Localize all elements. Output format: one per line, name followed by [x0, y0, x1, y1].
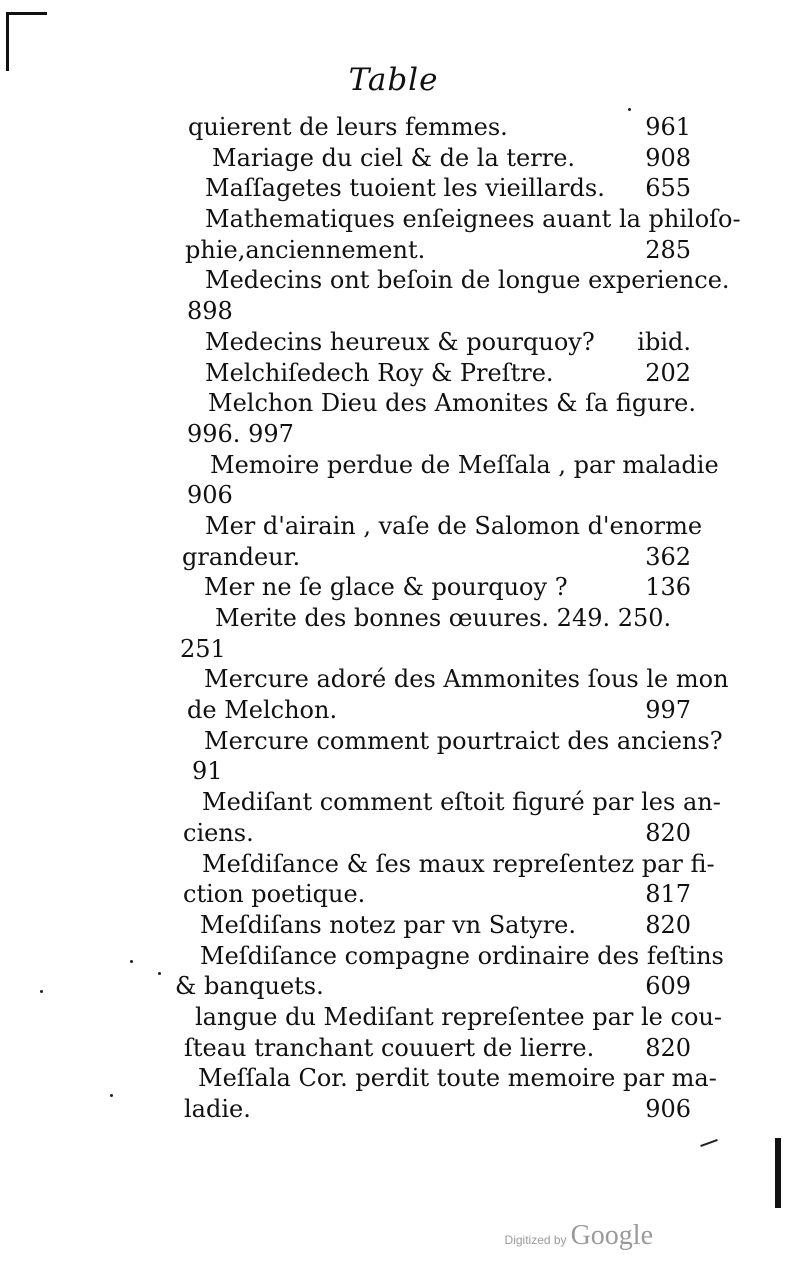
index-line: [0, 1002, 787, 1033]
index-line: [0, 358, 787, 389]
index-line: [0, 971, 787, 1002]
scan-edge-mark: [775, 1138, 781, 1208]
index-line: [0, 511, 787, 542]
page-reference: 362: [645, 542, 691, 571]
digitized-by-watermark: [505, 1220, 653, 1252]
index-line: [0, 879, 787, 910]
scan-speck: [628, 108, 631, 111]
entry-text: 251: [180, 634, 226, 663]
index-line: [0, 818, 787, 849]
index-line: [0, 849, 787, 880]
index-line: [0, 664, 787, 695]
page-reference: 961: [645, 113, 691, 141]
index-line: [0, 388, 787, 419]
index-line: [0, 603, 787, 634]
index-line: [0, 480, 787, 511]
index-line: [0, 296, 787, 327]
index-line: [0, 450, 787, 481]
entry-text: Medecins ont beſoin de longue experience.: [205, 266, 730, 295]
page-reference: 817: [645, 880, 691, 909]
page-reference: 997: [645, 696, 691, 725]
entry-text: Meſdiſance & ſes maux repreſentez par fi-: [202, 849, 715, 878]
entry-text: Meſdiſance compagne ordinaire des feſtins: [200, 941, 724, 970]
entry-text: Meſſala Cor. perdit toute memoire par ma-: [198, 1064, 717, 1093]
entry-text: ction poetique.: [183, 880, 366, 909]
page-reference: 285: [645, 235, 691, 264]
entry-text: Mercure adoré des Ammonites ſous le mon: [204, 665, 729, 694]
index-line: [0, 787, 787, 818]
index-line: [0, 941, 787, 972]
entry-text: Mer ne ſe glace & pourquoy ?: [204, 573, 568, 602]
entry-text: Maſſagetes tuoient les vieillards.: [205, 174, 605, 203]
entry-text: Medecins heureux & pourquoy?: [205, 327, 595, 356]
index-line: [0, 542, 787, 573]
page-reference: ibid.: [637, 327, 691, 356]
page-reference: 906: [645, 1095, 691, 1123]
entry-text: Memoire perdue de Meſſala , par maladie: [210, 450, 719, 479]
index-line: [0, 265, 787, 296]
entry-text: Mariage du ciel & de la terre.: [212, 143, 576, 172]
entry-text: langue du Mediſant repreſentee par le cou-: [195, 1002, 722, 1031]
page-reference: 202: [645, 358, 691, 387]
digitized-label: Digitized by: [504, 1233, 567, 1247]
index-line: [0, 695, 787, 726]
index-line: [0, 112, 787, 143]
index-line: [0, 143, 787, 174]
entry-text: Mathematiques enſeignees auant la philoſo-: [205, 205, 741, 234]
entry-text: Melchon Dieu des Amonites & ſa figure.: [208, 389, 697, 418]
entry-text: Mercure comment pourtraict des anciens?: [204, 726, 723, 755]
entry-text: Mer d'airain , vaſe de Salomon d'enorme: [205, 511, 703, 540]
entry-text: Merite des bonnes œuures. 249. 250.: [215, 604, 672, 632]
scan-stroke: [700, 1139, 718, 1147]
google-wordmark: Google: [570, 1220, 653, 1251]
entry-text: & banquets.: [175, 972, 324, 1001]
index-line: [0, 235, 787, 266]
entry-text: ladie.: [184, 1095, 251, 1123]
page-title: Table: [348, 62, 439, 98]
page-reference: 820: [645, 910, 691, 939]
entry-text: grandeur.: [182, 542, 301, 571]
entry-text: Mediſant comment eſtoit figuré par les an-: [202, 788, 721, 817]
entry-text: quierent de leurs femmes.: [188, 113, 508, 141]
page-reference: 136: [645, 573, 691, 602]
page-reference: 655: [645, 174, 691, 203]
entry-text: 91: [192, 757, 223, 786]
index-line: [0, 327, 787, 358]
entry-text: ſteau tranchant couuert de lierre.: [184, 1033, 595, 1062]
entry-text: 996. 997: [187, 419, 294, 448]
entry-text: 898: [187, 297, 233, 326]
page-reference: 820: [645, 818, 691, 847]
entry-text: ciens.: [183, 818, 254, 847]
index-line: [0, 1063, 787, 1094]
index-line: [0, 726, 787, 757]
index-line: [0, 1094, 787, 1125]
index-line: [0, 204, 787, 235]
entry-text: phie,anciennement.: [185, 235, 426, 264]
page-reference: 820: [645, 1033, 691, 1062]
page-reference: 908: [645, 143, 691, 172]
index-line: [0, 756, 787, 787]
index-line: [0, 910, 787, 941]
index-line: [0, 173, 787, 204]
index-line: [0, 634, 787, 665]
page-reference: 609: [645, 972, 691, 1001]
index-line: [0, 1033, 787, 1064]
index-line: [0, 572, 787, 603]
entry-text: de Melchon.: [187, 696, 338, 725]
index-line: [0, 419, 787, 450]
entry-text: Melchiſedech Roy & Preſtre.: [205, 358, 554, 387]
index-entries: [0, 112, 787, 1125]
entry-text: 906: [187, 481, 233, 510]
entry-text: Meſdiſans notez par vn Satyre.: [200, 910, 576, 939]
